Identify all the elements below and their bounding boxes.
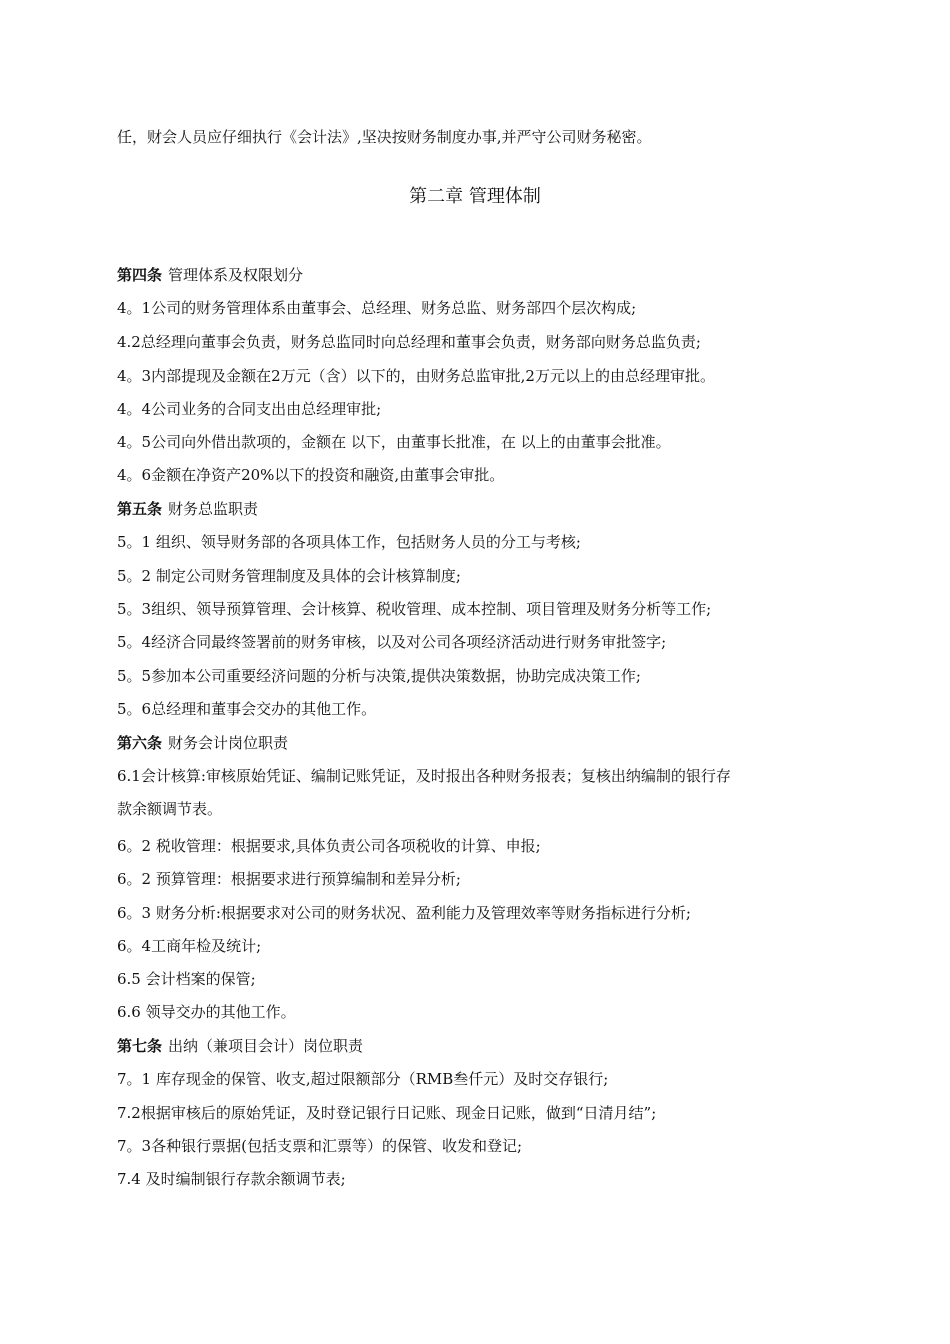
clause: 4。3内部提现及金额在2万元（含）以下的，由财务总监审批,2万元以上的由总经理审批。 xyxy=(117,367,715,385)
clause: 5。6总经理和董事会交办的其他工作。 xyxy=(117,700,377,718)
clause: 6。3 财务分析:根据要求对公司的财务状况、盈利能力及管理效率等财务指标进行分析; xyxy=(117,904,691,922)
clause: 4。5公司向外借出款项的，金额在 以下，由董事长批准，在 以上的由董事会批准。 xyxy=(117,433,671,451)
clause: 6。2 预算管理：根据要求进行预算编制和差异分析; xyxy=(117,870,461,888)
article-title: 管理体系及权限划分 xyxy=(168,266,304,284)
article-title: 财务会计岗位职责 xyxy=(168,734,289,752)
clause: 4.2总经理向董事会负责，财务总监同时向总经理和董事会负责，财务部向财务总监负责; xyxy=(117,333,701,351)
intro-paragraph: 任，财会人员应仔细执行《会计法》,坚决按财务制度办事,并严守公司财务秘密。 xyxy=(117,128,652,146)
article-number: 第四条 xyxy=(117,266,163,284)
clause: 4。4公司业务的合同支出由总经理审批; xyxy=(117,400,382,418)
article-heading xyxy=(117,733,890,753)
clause: 7。3各种银行票据(包括支票和汇票等）的保管、收发和登记; xyxy=(117,1137,522,1155)
article-title: 出纳（兼项目会计）岗位职责 xyxy=(168,1037,364,1055)
article-heading xyxy=(117,499,890,519)
clause: 5。1 组织、领导财务部的各项具体工作，包括财务人员的分工与考核; xyxy=(117,533,581,551)
clause-continuation: 款余额调节表。 xyxy=(117,800,223,818)
article-title: 财务总监职责 xyxy=(168,500,259,518)
chapter-title: 第二章 管理体制 xyxy=(409,186,541,207)
clause: 4。1公司的财务管理体系由董事会、总经理、财务总监、财务部四个层次构成; xyxy=(117,299,637,317)
clause: 6.1会计核算:审核原始凭证、编制记账凭证，及时报出各种财务报表；复核出纳编制的银行存 xyxy=(117,767,731,785)
clause: 6.6 领导交办的其他工作。 xyxy=(117,1003,296,1021)
article-heading xyxy=(117,265,890,285)
clause: 4。6金额在净资产20%以下的投资和融资,由董事会审批。 xyxy=(117,466,505,484)
clause: 5。5参加本公司重要经济问题的分析与决策,提供决策数据，协助完成决策工作; xyxy=(117,667,641,685)
clause: 5。4经济合同最终签署前的财务审核，以及对公司各项经济活动进行财务审批签字; xyxy=(117,633,667,651)
article-number: 第五条 xyxy=(117,500,163,518)
clause: 6。2 税收管理：根据要求,具体负责公司各项税收的计算、申报; xyxy=(117,837,541,855)
clause: 5。2 制定公司财务管理制度及具体的会计核算制度; xyxy=(117,567,461,585)
clause: 6。4工商年检及统计; xyxy=(117,937,262,955)
article-number: 第六条 xyxy=(117,734,163,752)
article-number: 第七条 xyxy=(117,1037,163,1055)
clause: 7。1 库存现金的保管、收支,超过限额部分（RMB叁仟元）及时交存银行; xyxy=(117,1070,609,1088)
clause: 6.5 会计档案的保管; xyxy=(117,970,256,988)
clause: 5。3组织、领导预算管理、会计核算、税收管理、成本控制、项目管理及财务分析等工作; xyxy=(117,600,712,618)
clause: 7.4 及时编制银行存款余额调节表; xyxy=(117,1170,346,1188)
article-heading xyxy=(117,1036,890,1056)
clause: 7.2根据审核后的原始凭证，及时登记银行日记账、现金日记账，做到“日清月结”; xyxy=(117,1104,657,1122)
